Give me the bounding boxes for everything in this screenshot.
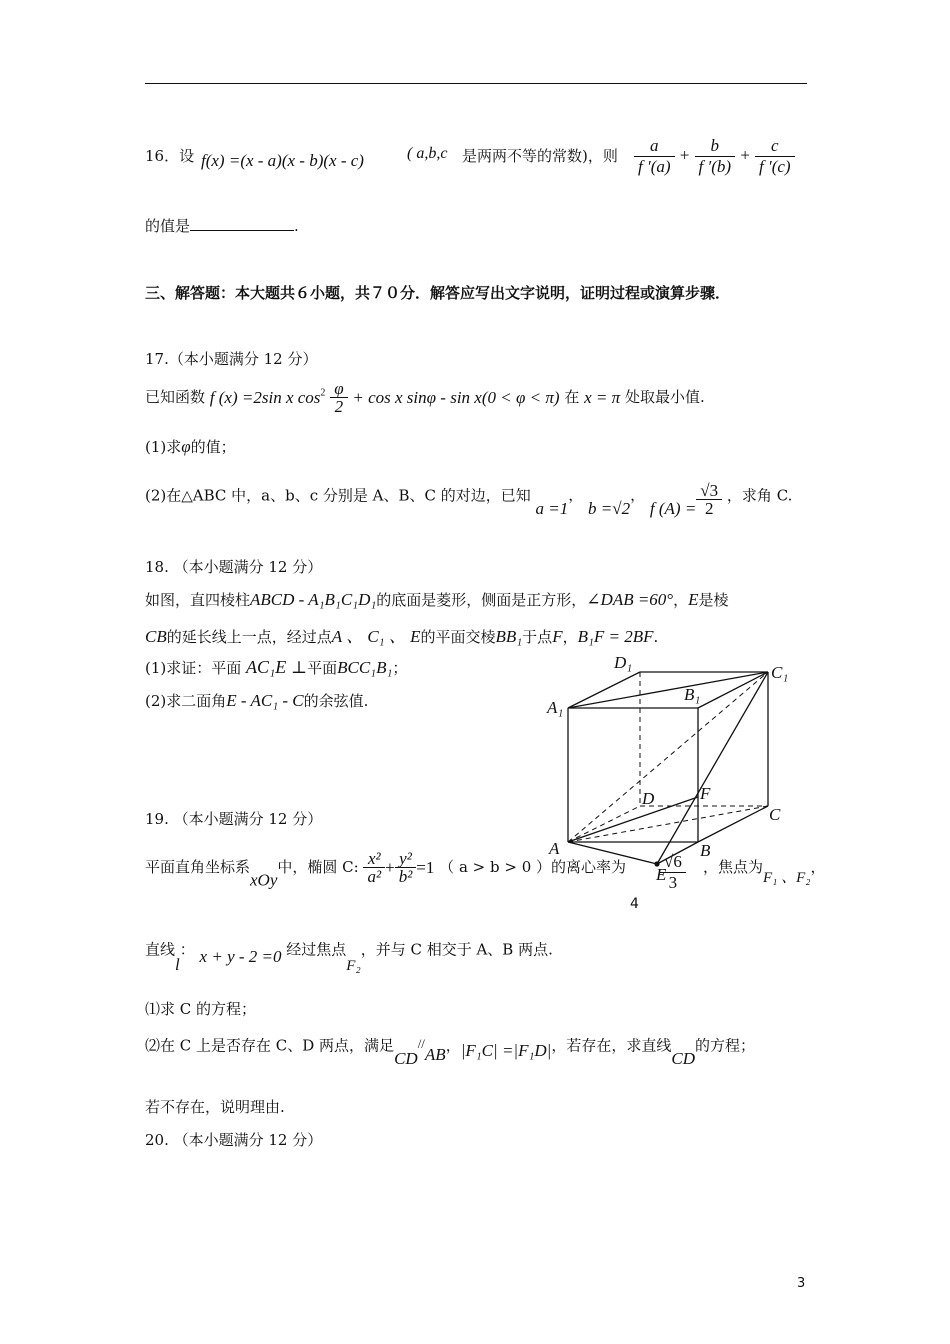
figure-page-marker: 4	[630, 896, 639, 912]
q19-cd: CD	[394, 1049, 418, 1068]
q19-p2-c: ，若存在，求直线	[551, 1036, 672, 1055]
q18-p2-a: (2)求二面角	[145, 692, 227, 710]
q18-p1-b: 平面	[307, 659, 338, 677]
q17-part2: (2)在△ABC 中，a、b、c 分别是 A、B、C 的对边，已知 a =1， b =√2， f (A) = $\frac{√3}{2}$ ，求角 C.	[145, 481, 793, 518]
q16-tail-suffix: .	[294, 217, 299, 235]
q18-f: F	[552, 627, 563, 646]
q18-l2-d: ，	[562, 628, 578, 646]
q19-p2-a: ⑵在 C 上是否存在 C、D 两点，满足	[145, 1036, 395, 1055]
answer-blank	[190, 216, 294, 231]
q19-line1	[145, 850, 626, 889]
q18-part1	[145, 657, 407, 678]
q16-function: f(x) =(x - a)(x - b)(x - c)	[201, 151, 364, 170]
label-C1: C₁	[771, 663, 789, 682]
q16-frac-a: $\frac{a}{f '(a)}$	[634, 136, 675, 177]
q18-perp: ⊥	[291, 658, 308, 677]
q17-p2-a: (2)在△ABC 中，a、b、c 分别是 A、B、C 的对边，已知	[145, 486, 531, 505]
q18-header: 18. （本小题满分 12 分）	[145, 558, 323, 576]
q17-intro: 已知函数 f (x) =2sin x $\cos^2$ $\frac{\varphi}{2}$ + cos x sinφ - sin x(0 < φ < π) 在 x = π 处取最小值.	[145, 379, 705, 416]
q19-eq1: =1	[416, 858, 435, 877]
q16-tail-prefix: 的值是	[145, 217, 191, 235]
q17-p2-a-eq: a =1	[535, 499, 569, 518]
q17-p1-a: (1)求	[145, 438, 182, 456]
label-E: E	[656, 865, 667, 884]
q19-l2-a: 直线	[145, 940, 176, 959]
q19-abs: |F₁C| =|F₁D|	[460, 1041, 552, 1060]
q18-plane1: AC₁E	[246, 657, 287, 677]
q16-vars: ( a,b,c	[407, 145, 448, 162]
section-3-title: 三、解答题：本大题共６小题，共７０分．解答应写出文字说明，证明过程或演算步骤．	[145, 284, 731, 302]
q18-part2	[145, 690, 368, 711]
q16-condition: 是两两不等的常数)，则	[462, 147, 618, 165]
hidden-A-C	[568, 806, 768, 842]
label-D: D	[642, 789, 655, 808]
q18-angle: ∠DAB =60°	[586, 590, 674, 609]
q19-part2	[145, 1037, 755, 1067]
q18-p2-b: 的余弦值.	[303, 692, 369, 710]
q18-line2	[145, 622, 658, 647]
q18-l2-c: 于点	[522, 628, 553, 646]
q19-ab: AB	[424, 1045, 446, 1064]
q16-tail	[145, 215, 299, 236]
q18-l2-e: .	[653, 628, 659, 646]
label-B1: B₁	[684, 685, 701, 704]
q19-ecc: $\frac{√6}{3}$	[660, 852, 686, 893]
edge-B-C	[698, 806, 768, 842]
q17-intro-text: 已知函数	[145, 388, 206, 406]
q18-rel: B₁F = 2BF	[577, 627, 654, 646]
q16-frac-b: $\frac{b}{f '(b)}$	[695, 136, 736, 177]
q17-frac: $\frac{\varphi}{2}$	[330, 380, 347, 415]
q19-l1-b: 中，椭圆 C:	[277, 858, 359, 876]
q19-foci-text: F₁ 、F₂	[763, 870, 811, 886]
q19-cond: （ a > b > 0 ）的离心率为	[439, 858, 627, 876]
q18-l1-a: 如图，直四棱柱	[145, 591, 251, 609]
plus-sign: +	[739, 145, 751, 165]
q19-parallel: //	[417, 1036, 425, 1051]
q18-l2-b: 的平面交棱	[420, 628, 496, 646]
q17-cond-text: 在	[564, 388, 580, 406]
q20-header: 20. （本小题满分 12 分）	[145, 1131, 323, 1149]
q19-l2-c: ，并与 C 相交于 A、B 两点.	[360, 940, 553, 959]
q17-cond-math: x = π	[584, 388, 621, 407]
q19-l1-a: 平面直角坐标系	[145, 858, 251, 876]
q18-l2-a: 的延长线上一点，经过点	[166, 628, 332, 646]
edge-A1-C1	[568, 672, 768, 708]
q19-ecc-frac	[660, 852, 686, 893]
label-B: B	[700, 841, 711, 860]
q18-l1-c: ，	[673, 591, 689, 609]
q19-p2-b: ，	[445, 1036, 461, 1055]
q19-l1-c: ，焦点为	[703, 858, 764, 876]
q17-p2-frac: $\frac{√3}{2}$	[696, 482, 722, 517]
q18-prism: ABCD - A₁B₁C₁D₁	[250, 590, 377, 609]
page-number: 3	[797, 1276, 806, 1291]
header-rule	[145, 83, 807, 84]
q18-p1-a: (1)求证：平面	[145, 659, 242, 677]
label-F: F	[700, 784, 711, 803]
q17-p2-tail: ，求角 C.	[726, 486, 793, 505]
q18-l1-b: 的底面是菱形，侧面是正方形，	[376, 591, 587, 609]
q19-header: 19. （本小题满分 12 分）	[145, 810, 323, 828]
q17-p1-var: φ	[181, 437, 191, 456]
line-A-F	[568, 797, 698, 842]
q17-p1-b: 的值；	[190, 438, 236, 456]
q19-frac-y: $\frac{\text{y²}}{\text{b²}}$	[395, 850, 417, 885]
q18-bb1: BB₁	[495, 627, 523, 646]
q17-cond-tail: 处取最小值.	[624, 388, 705, 406]
q19-l1-d: ，	[810, 858, 826, 876]
q16-frac-c: $\frac{c}{f '(c)}$	[755, 136, 795, 177]
q19-p2-d: 的方程；	[694, 1036, 755, 1055]
edge-D1-A1	[568, 672, 640, 708]
q18-line1	[145, 589, 729, 610]
q17-header: 17.（本小题满分 12 分）	[145, 350, 318, 368]
q18-dihedral: E - AC₁ - C	[226, 691, 304, 710]
q17-p2-b-eq: b =√2	[588, 499, 631, 518]
q18-points: A 、 C₁ 、 E	[331, 627, 421, 646]
q19-colon: ：	[179, 940, 195, 959]
q17-part1	[145, 436, 236, 457]
q16-number: 16．设	[145, 147, 195, 165]
q19-line2	[145, 942, 553, 974]
q17-p2-fA: f (A) =	[649, 499, 697, 518]
q18-cb: CB	[145, 627, 167, 646]
plus-sign: +	[385, 858, 395, 877]
q19-l2-b: 经过焦点	[286, 940, 347, 959]
label-A: A	[549, 839, 560, 858]
plus-sign: +	[678, 145, 691, 165]
hidden-A-C1	[568, 672, 768, 842]
q17-func-tail: + cos x sinφ - sin x(0 < φ < π)	[352, 388, 560, 407]
q18-e: E	[688, 590, 699, 609]
q19-foci	[703, 856, 826, 887]
q18-p1-c: ；	[392, 659, 408, 677]
q19-line-eq: x + y - 2 =0	[199, 947, 282, 966]
label-D1: D₁	[614, 653, 633, 672]
q19-l: l	[175, 955, 180, 974]
q19-frac-x: $\frac{\text{x²}}{\text{a²}}$	[363, 850, 385, 885]
q19-part1: ⑴求 C 的方程；	[145, 1000, 257, 1018]
q18-l1-d: 是棱	[698, 591, 729, 609]
q19-cd2: CD	[671, 1049, 695, 1068]
q19-part2-cont: 若不存在，说明理由.	[145, 1098, 285, 1116]
q17-func-head: f (x) =2sin x cos	[209, 388, 321, 407]
q19-xoy: xOy	[250, 870, 278, 890]
label-C: C	[769, 805, 781, 824]
q16-fraction-sum	[634, 136, 795, 177]
q16-vars-text: a,b,c	[416, 145, 448, 162]
q19-f2: F₂	[346, 958, 361, 974]
q18-plane2: BCC₁B₁	[337, 658, 393, 677]
label-A1: A₁	[547, 698, 564, 717]
